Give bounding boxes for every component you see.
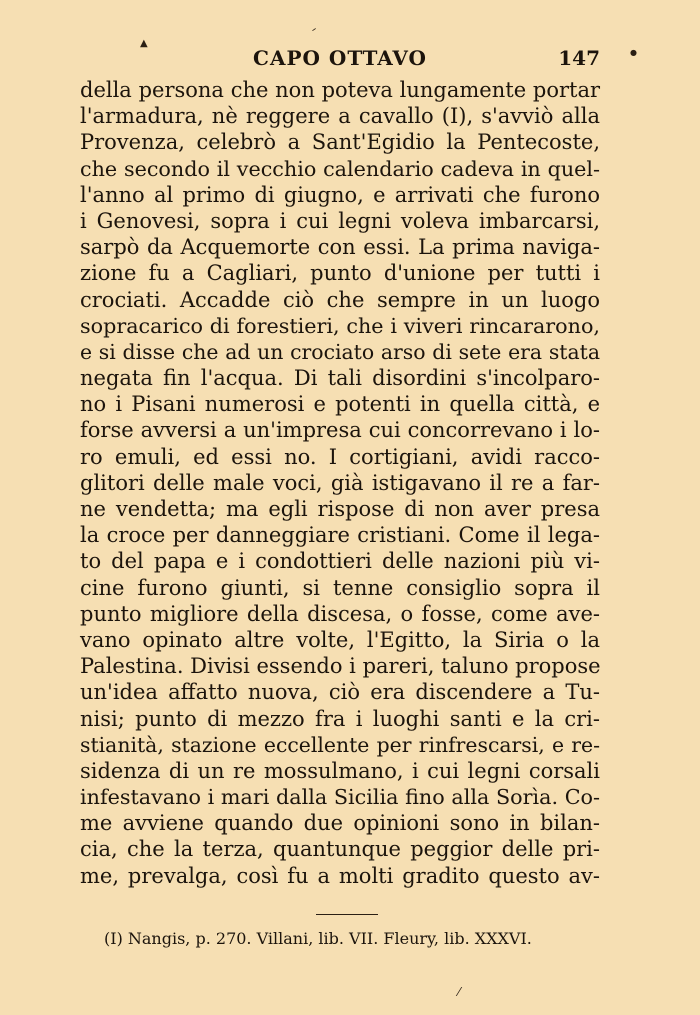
text-line: stianità, stazione eccellente per rinfrescarsi, e re- <box>80 732 600 757</box>
text-line: la croce per danneggiare cristiani. Come il lega- <box>80 523 600 548</box>
text-line: ne vendetta; ma egli rispose di non aver presa <box>80 497 600 521</box>
running-head: CAPO OTTAVO <box>253 46 427 70</box>
footnote-rule <box>316 914 378 915</box>
text-line: i Genovesi, sopra i cui legni voleva imbarcarsi, <box>80 208 600 233</box>
text-line: cia, che la terza, quantunque peggior delle pri- <box>80 837 600 862</box>
text-line: negata fin l'acqua. Di tali disordini s'incolparo- <box>80 366 600 391</box>
text-line: zione fu a Cagliari, punto d'unione per tutti i <box>80 261 600 286</box>
page-number: 147 <box>558 46 600 70</box>
text-line: no i Pisani numerosi e potenti in quella città, e <box>80 392 600 417</box>
text-line: cine furono giunti, si tenne consiglio sopra il <box>80 575 600 600</box>
text-line: to del papa e i condottieri delle nazioni più vi- <box>80 549 600 574</box>
text-line: Provenza, celebrò a Sant'Egidio la Pentecoste, <box>80 130 600 155</box>
text-line: e si disse che ad un crociato arso di sete era stata <box>80 339 600 364</box>
text-line: vano opinato altre volte, l'Egitto, la Siria o la <box>80 627 600 652</box>
text-line: ro emuli, ed essi no. I cortigiani, avidi racco- <box>80 444 600 469</box>
text-line: sarpò da Acquemorte con essi. La prima naviga- <box>80 235 600 260</box>
text-line: un'idea affatto nuova, ciò era discendere a Tu- <box>80 680 600 705</box>
ink-speck: ● <box>630 48 637 57</box>
ink-speck: ⹝ <box>312 22 317 36</box>
text-line: forse avversi a un'impresa cui concorrevano i lo- <box>80 418 600 443</box>
text-line: della persona che non poteva lungamente portar <box>80 78 600 102</box>
text-line: che secondo il vecchio calendario cadeva in quel- <box>80 156 600 181</box>
text-line: sidenza di un re mossulmano, i cui legni corsali <box>80 758 600 783</box>
text-line: nisi; punto di mezzo fra i luoghi santi e la cri- <box>80 706 600 731</box>
text-line: l'armadura, nè reggere a cavallo (I), s'avviò alla <box>80 104 600 129</box>
text-line: Palestina. Divisi essendo i pareri, taluno propose <box>80 654 601 679</box>
page-header <box>80 46 600 76</box>
text-line: infestavano i mari dalla Sicilia fino alla Sorìa. Co- <box>80 785 600 810</box>
text-line: crociati. Accadde ciò che sempre in un luogo <box>80 287 600 312</box>
text-line: glitori delle male voci, già istigavano il re a far- <box>80 470 600 495</box>
text-line: sopracarico di forestieri, che i viveri rincararono, <box>80 313 600 338</box>
text-line: punto migliore della discesa, o fosse, come ave- <box>80 601 600 626</box>
text-line: me avviene quando due opinioni sono in bilan- <box>80 811 600 836</box>
ink-speck: ⁄ <box>458 985 461 999</box>
text-line: l'anno al primo di giugno, e arrivati che furono <box>80 182 600 207</box>
body-text <box>80 77 600 889</box>
text-line: me, prevalga, così fu a molti gradito questo av- <box>80 863 600 888</box>
ink-speck: ▲ <box>140 38 148 49</box>
footnote: (I) Nangis, p. 270. Villani, lib. VII. Fleury, lib. XXXVI. <box>104 929 532 948</box>
